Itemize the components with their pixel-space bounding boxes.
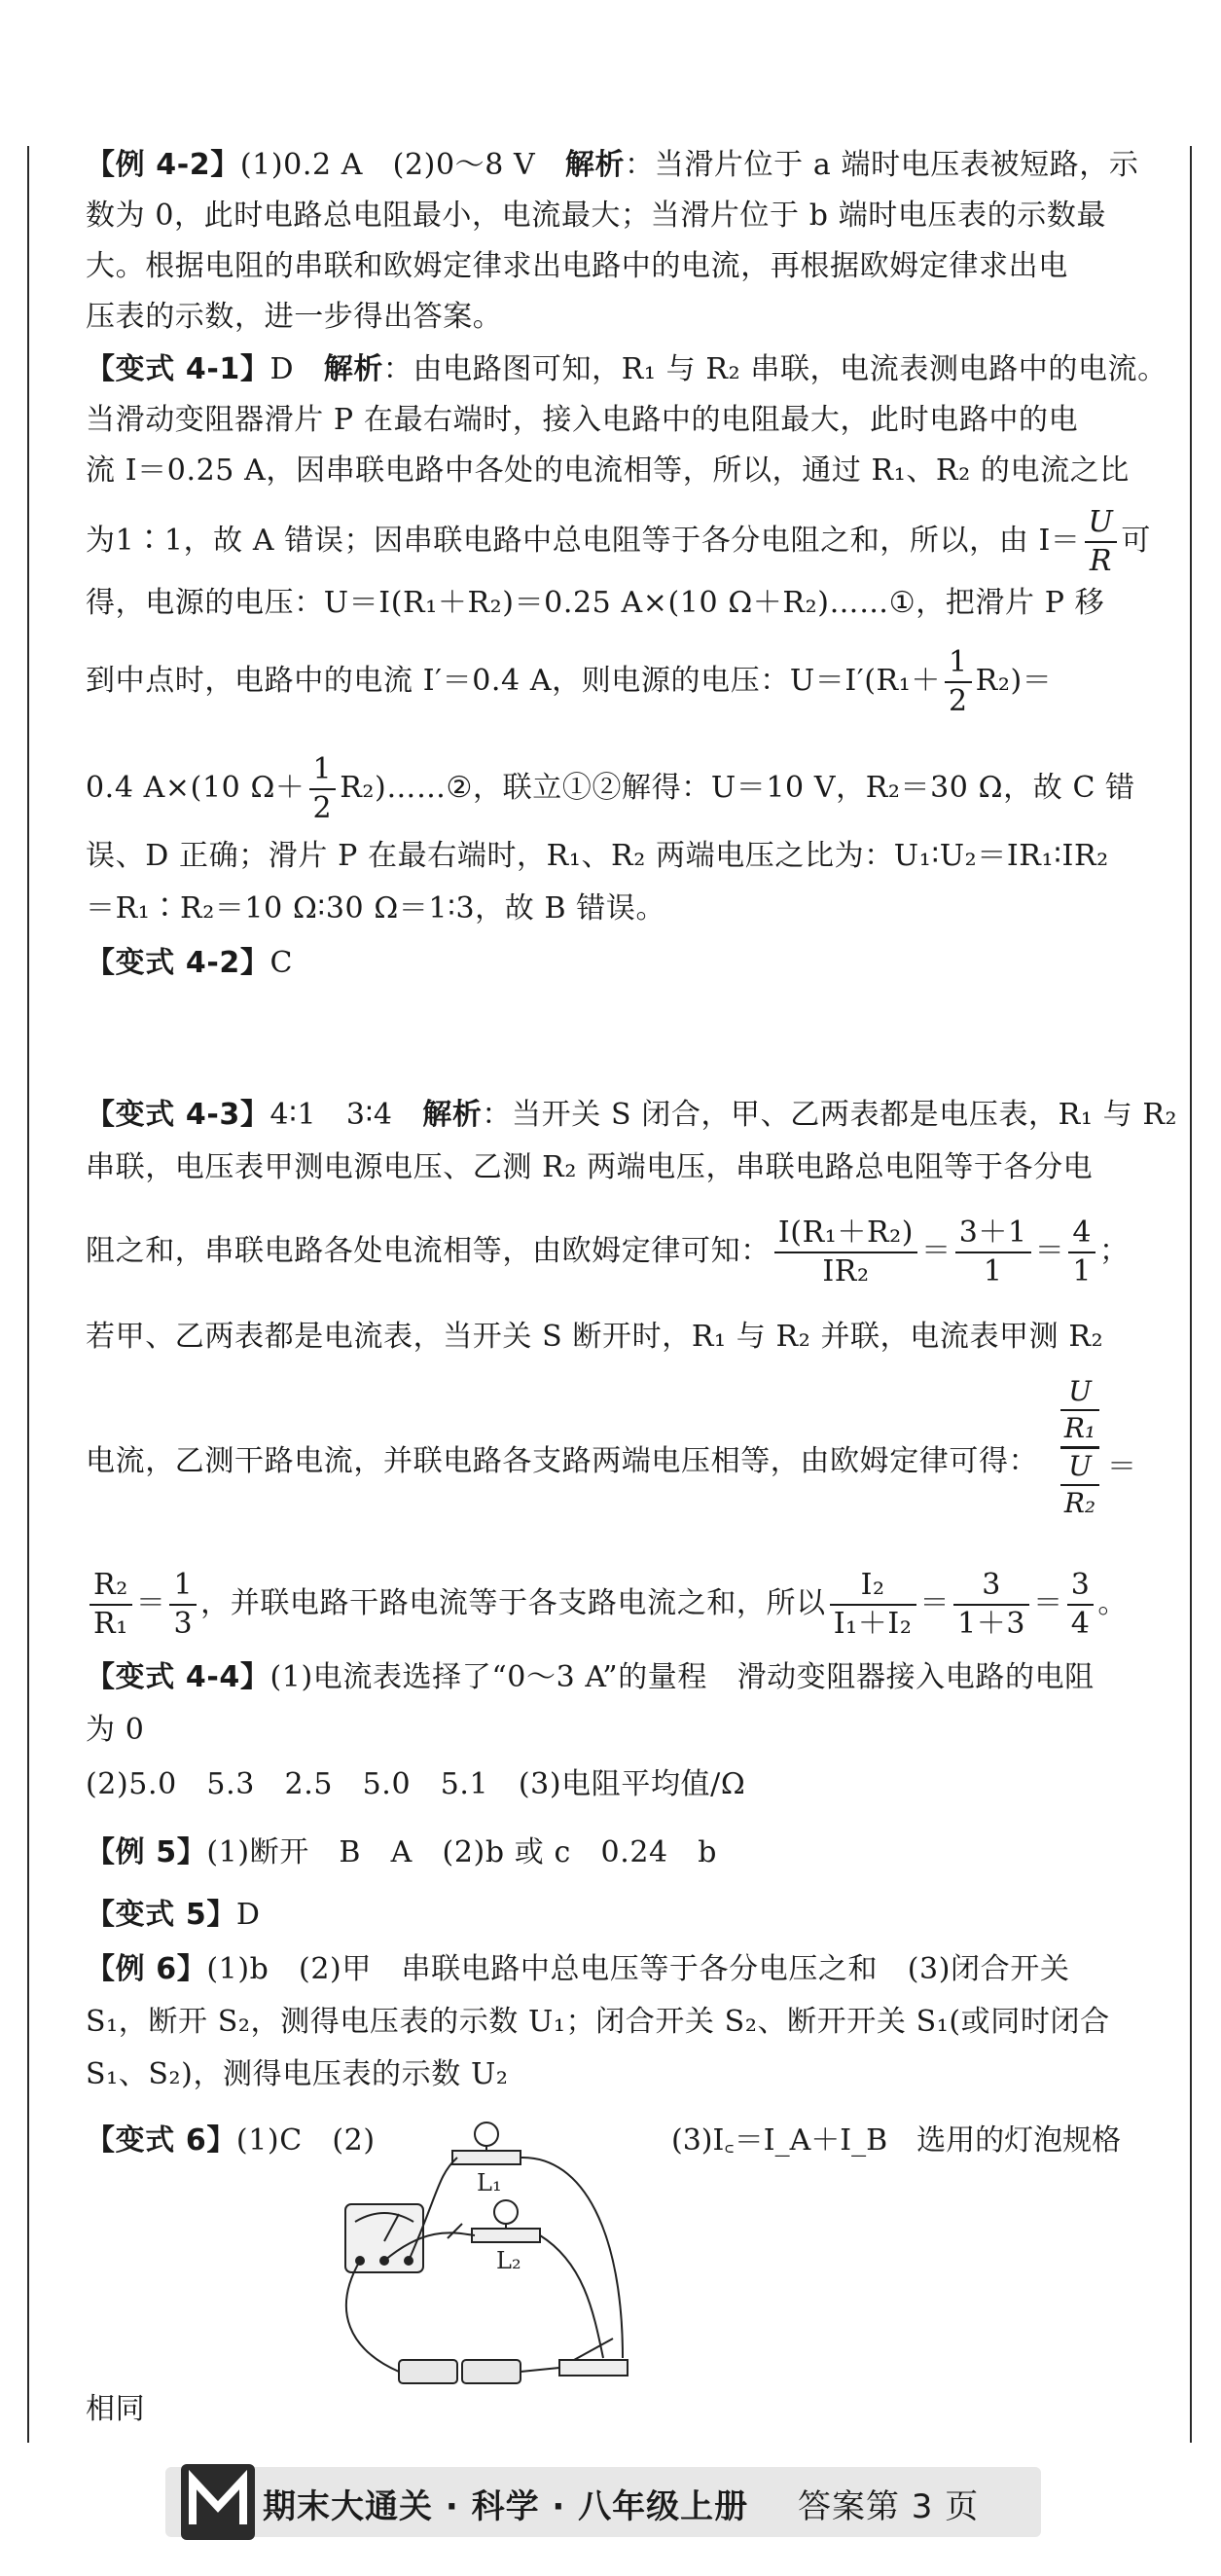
text-line: 为 0 xyxy=(86,1713,145,1747)
text-line: 当滑动变阻器滑片 P 在最右端时，接入电路中的电阻最大，此时电路中的电 xyxy=(86,403,1079,437)
text-line: ＝R₁∶R₂＝10 Ω∶30 Ω＝1∶3，故 B 错误。 xyxy=(86,891,666,925)
fraction: $\frac{1}{2}$ xyxy=(945,644,972,720)
text-line: $\frac{\text{R₂}}{\text{R₁}}$ ＝ $\frac{1}{3}$ ，并联电路干路电流等于各支路电流之和，所以 $\frac{\text{I₂}}{\text{I₁＋I₂}}$ ＝ $\frac{3}{1+3}$ ＝ $\frac{3}{4}$ 。 xyxy=(86,1567,1146,1643)
left-margin-rule xyxy=(27,146,29,2443)
text-line: S₁、S₂)，测得电压表的示数 U₂ xyxy=(86,2057,509,2091)
text-line: 到中点时，电路中的电流 I′＝0.4 A，则电源的电压：U＝I′(R₁＋ $\frac{1}{2}$ R₂)＝ xyxy=(86,645,1053,718)
item-tag: 【变式 4-3】 xyxy=(86,1098,270,1132)
fraction: $\frac{4}{1}$ xyxy=(1068,1215,1095,1290)
fraction: $\frac{U}{R}$ xyxy=(1085,504,1118,580)
footer-page-number: 答案第 3 页 xyxy=(798,2487,980,2526)
battery-icon xyxy=(462,2360,521,2383)
lamp-l1-label: L₁ xyxy=(477,2169,502,2196)
fraction: $\frac{3}{4}$ xyxy=(1067,1567,1095,1643)
item-tag: 【例 6】 xyxy=(86,1952,207,1986)
fraction: $\frac{3}{1+3}$ xyxy=(953,1567,1029,1643)
text-line: 【例 4-2】(1)0.2 A (2)0～8 V 解析：当滑片位于 a 端时电压表被短路，示 xyxy=(86,148,1139,182)
fraction: $\frac{3+1}{1}$ xyxy=(955,1215,1031,1290)
text-line: 压表的示数，进一步得出答案。 xyxy=(86,300,503,334)
text-line: 阻之和，串联电路各处电流相等，由欧姆定律可知： $\frac{\text{I(R₁＋R₂)}}{\text{IR₂}}$ ＝ $\frac{3+1}{1}$ ＝ $\frac{4}{1}$ ； xyxy=(86,1215,1130,1288)
item-tag: 【变式 4-2】 xyxy=(86,946,270,980)
fraction: $\frac{\text{I(R₁＋R₂)}}{\text{IR₂}}$ xyxy=(774,1215,917,1290)
fraction: $\frac{\text{R₂}}{\text{R₁}}$ xyxy=(90,1567,132,1643)
text-line: 误、D 正确；滑片 P 在最右端时，R₁、R₂ 两端电压之比为：U₁∶U₂＝IR₁∶IR₂ xyxy=(86,839,1109,873)
fraction: $\frac{\text{I₂}}{\text{I₁＋I₂}}$ xyxy=(830,1567,916,1643)
lamp-l2-icon xyxy=(472,2229,540,2242)
item-tag: 【变式 5】 xyxy=(86,1898,236,1932)
text-line: (2)5.0 5.3 2.5 5.0 5.1 (3)电阻平均值/Ω xyxy=(86,1767,746,1801)
lamp-l2-label: L₂ xyxy=(496,2247,521,2274)
text-line: 0.4 A×(10 Ω＋ $\frac{1}{2}$ R₂)……②，联立①②解得：U＝10 V，R₂＝30 Ω，故 C 错 xyxy=(86,752,1135,825)
nested-fraction: U R₁ U R₂ xyxy=(1060,1374,1099,1521)
equals-sign: ＝ xyxy=(1107,1450,1136,1484)
text-line: 数为 0，此时电路总电阻最小，电流最大；当滑片位于 b 端时电压表的示数最 xyxy=(86,199,1107,233)
text-line: 流 I＝0.25 A，因串联电路中各处的电流相等，所以，通过 R₁、R₂ 的电流之比 xyxy=(86,454,1130,488)
footer-title: 期末大通关 · 科学 · 八年级上册 xyxy=(263,2487,749,2526)
item-tag: 【例 5】 xyxy=(86,1835,207,1869)
text-line: 电流，乙测干路电流，并联电路各支路两端电压相等，由欧姆定律可得： xyxy=(86,1444,1039,1478)
item-tag: 【例 4-2】 xyxy=(86,148,240,182)
fraction: $\frac{1}{3}$ xyxy=(169,1567,197,1643)
text-line: 若甲、乙两表都是电流表，当开关 S 断开时，R₁ 与 R₂ 并联，电流表甲测 R₂ xyxy=(86,1320,1104,1354)
text-line: 【变式 6】(1)C (2) xyxy=(86,2123,376,2158)
text-line: 串联，电压表甲测电源电压、乙测 R₂ 两端电压，串联电路总电阻等于各分电 xyxy=(86,1150,1094,1184)
battery-icon xyxy=(399,2360,457,2383)
text-line: 【例 6】(1)b (2)甲 串联电路中总电压等于各分电压之和 (3)闭合开关 xyxy=(86,1952,1070,1986)
text-line: 【变式 5】D xyxy=(86,1898,261,1932)
text-line: 【变式 4-3】4∶1 3∶4 解析：当开关 S 闭合，甲、乙两表都是电压表，R₁ 与 R₂ xyxy=(86,1098,1178,1132)
text-line: 【例 5】(1)断开 B A (2)b 或 c 0.24 b xyxy=(86,1835,718,1869)
circuit-diagram xyxy=(331,2117,700,2394)
text-line: (3)I꜀＝I_A＋I_B 选用的灯泡规格 xyxy=(671,2123,1122,2158)
text-line: S₁，断开 S₂，测得电压表的示数 U₁；闭合开关 S₂、断开开关 S₁(或同时闭合 xyxy=(86,2005,1110,2039)
switch-icon xyxy=(559,2360,628,2376)
publisher-logo-icon xyxy=(181,2464,255,2540)
text-line: 【变式 4-4】(1)电流表选择了“0～3 A”的量程 滑动变阻器接入电路的电阻 xyxy=(86,1660,1095,1694)
text-line: 【变式 4-2】C xyxy=(86,946,294,980)
item-tag: 【变式 4-4】 xyxy=(86,1660,270,1694)
lamp-l1-icon xyxy=(452,2151,521,2164)
item-tag: 【变式 6】 xyxy=(86,2123,236,2158)
text-line: 得，电源的电压：U＝I(R₁＋R₂)＝0.25 A×(10 Ω＋R₂)……①，把滑片 P 移 xyxy=(86,586,1105,620)
text-line: 【变式 4-1】D 解析：由电路图可知，R₁ 与 R₂ 串联，电流表测电路中的电流。 xyxy=(86,352,1167,386)
fraction: $\frac{1}{2}$ xyxy=(309,751,337,827)
text-line: 大。根据电阻的串联和欧姆定律求出电路中的电流，再根据欧姆定律求出电 xyxy=(86,249,1068,283)
text-line: 相同 xyxy=(86,2392,146,2426)
item-tag: 【变式 4-1】 xyxy=(86,352,270,386)
right-margin-rule xyxy=(1190,146,1192,2443)
text-line: 为1∶1，故 A 错误；因串联电路中总电阻等于各分电阻之和，所以，由 I＝ $\frac{U}{R}$ 可 xyxy=(86,505,1151,578)
